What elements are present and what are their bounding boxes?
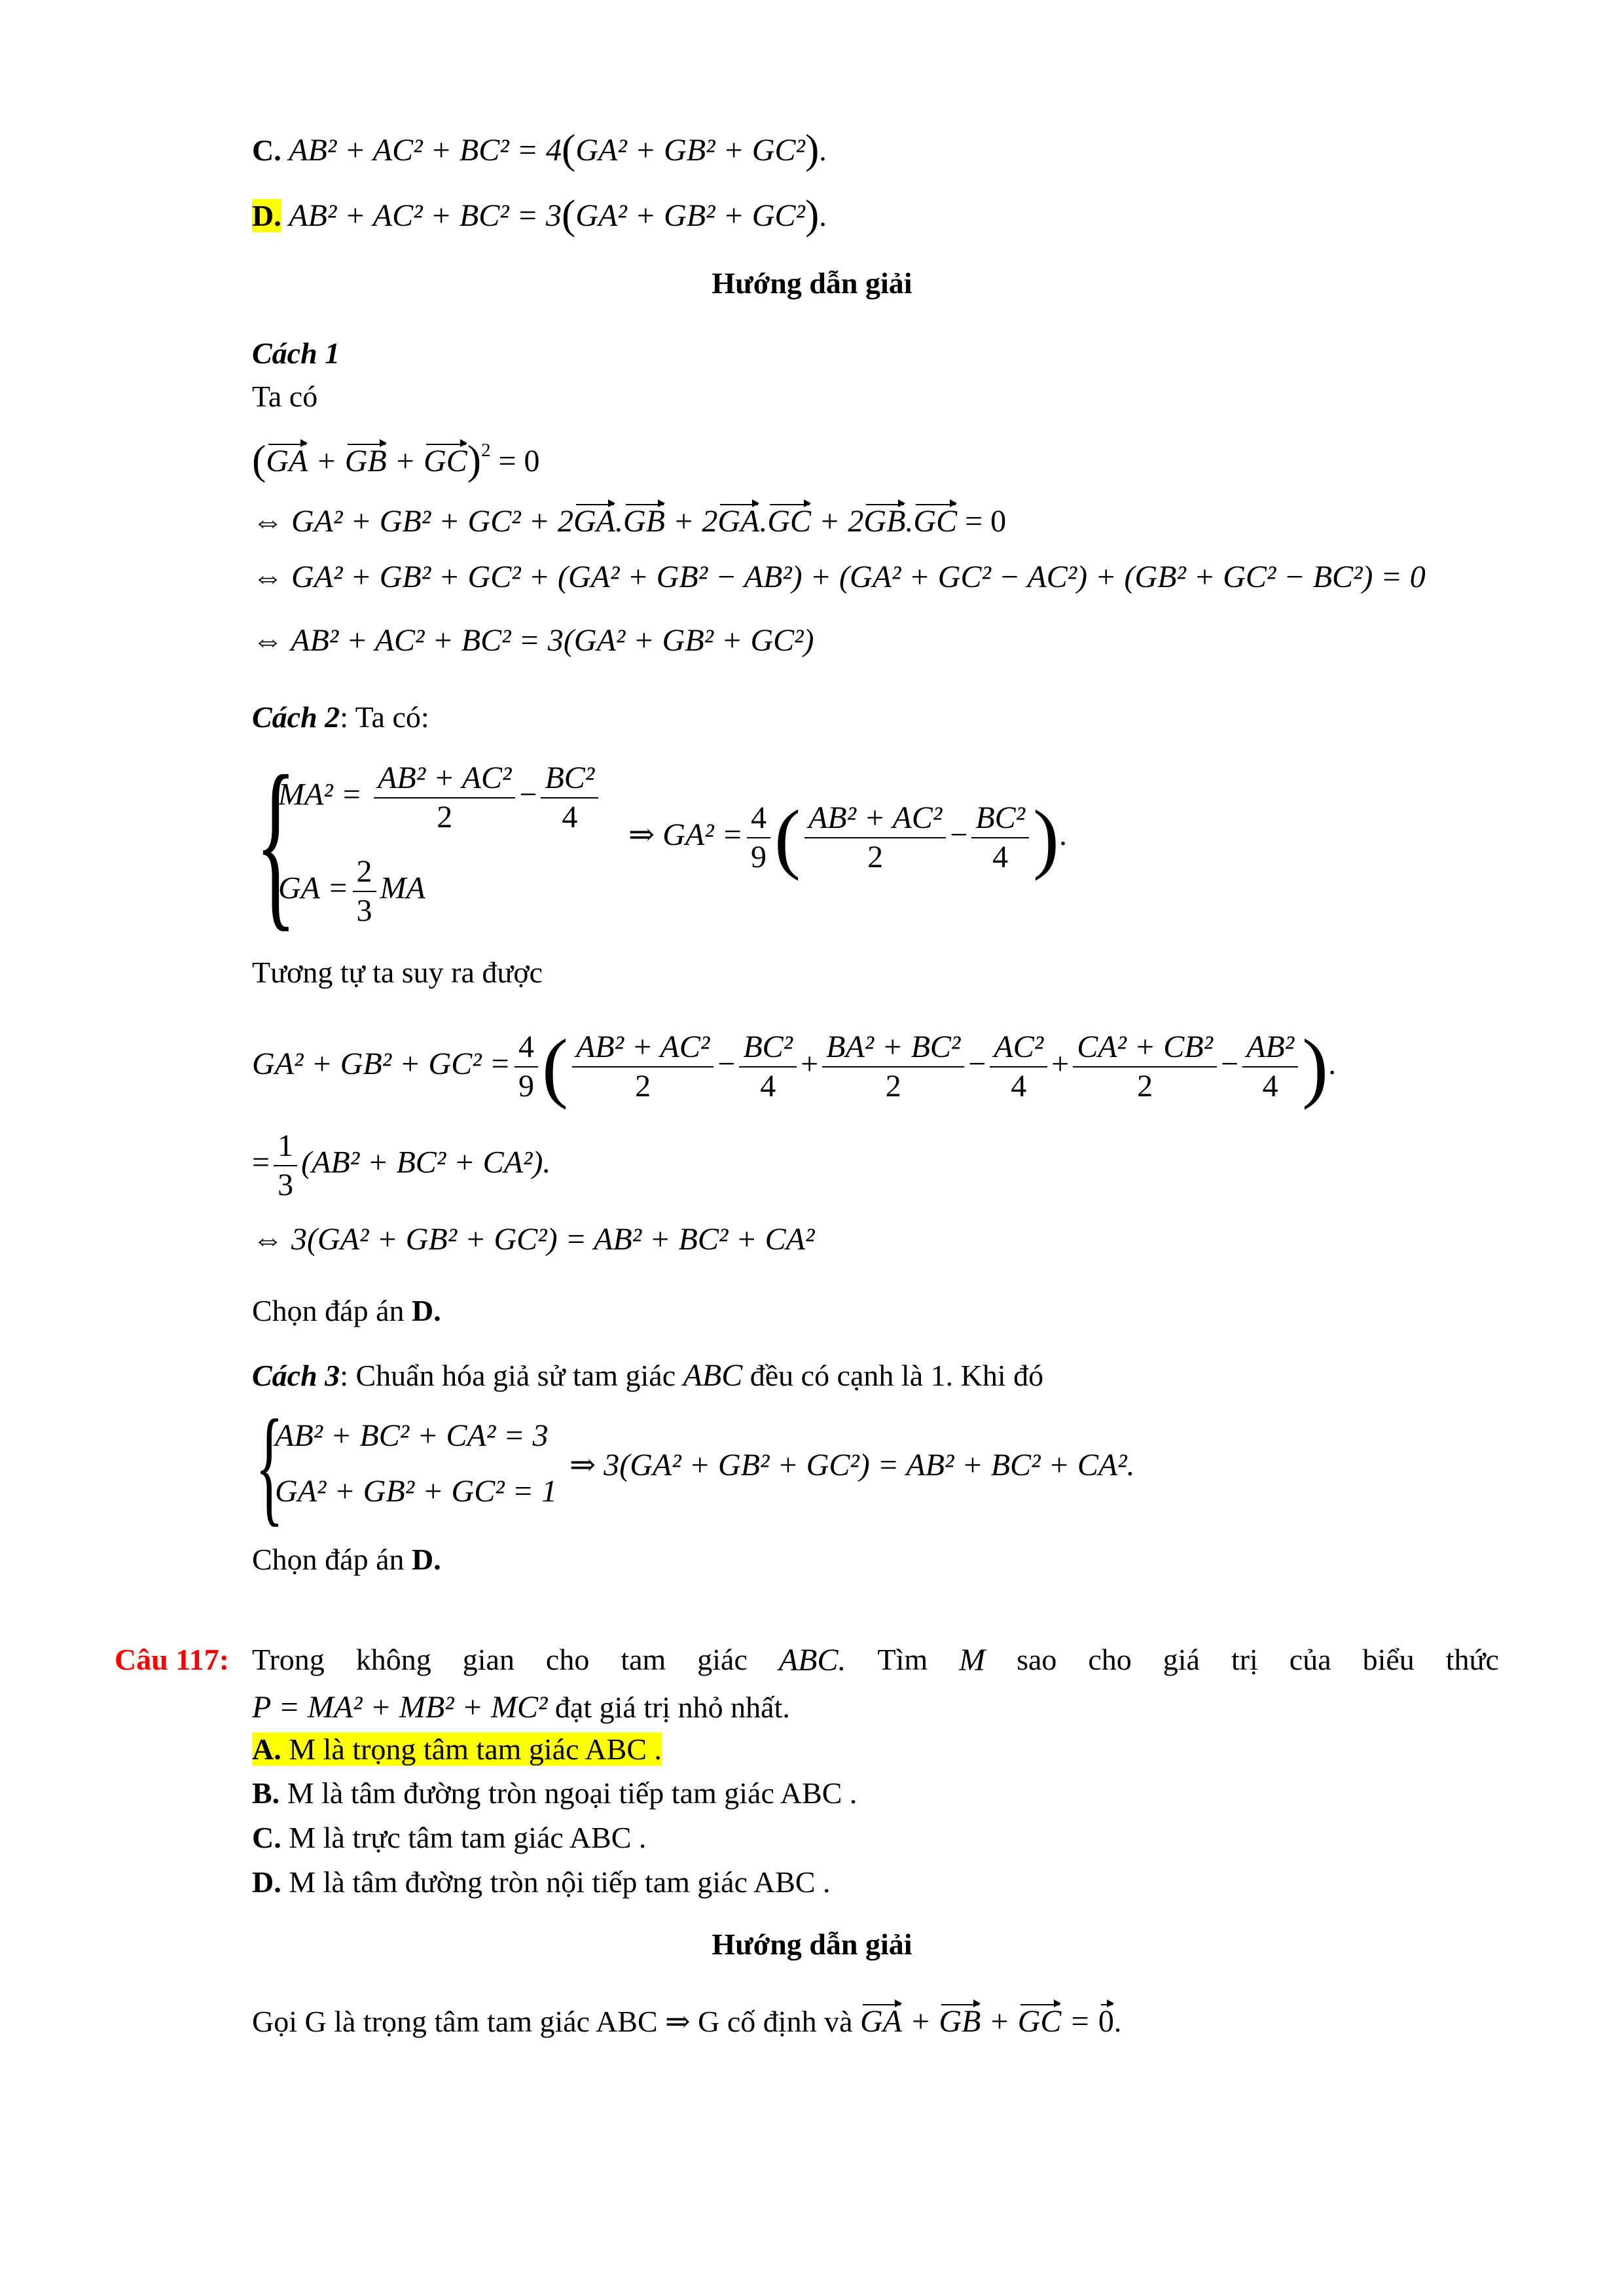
option-c-q117[interactable]: C. M là trực tâm tam giác ABC . (252, 1821, 647, 1854)
cach3-title-line: Cách 3: Chuẩn hóa giả sử tam giác ABC đều có cạnh là 1. Khi đó (252, 1358, 1044, 1393)
system-brace: { (255, 1393, 284, 1538)
cach2-ga-line: GA = $\frac{2}{3}$ MA (278, 853, 425, 929)
cach1-title: Cách 1 (252, 336, 340, 370)
option-c (252, 124, 827, 175)
cach2-implication: ⇒ GA² = $\frac{4}{9}$ ( $\frac{\text{AB² + AC²}}{2}$ − $\frac{\text{BC²}}{4}$ ). (628, 794, 1068, 881)
cach1-line4: ⇔ AB² + AC² + BC² = 3(GA² + GB² + GC²) (252, 623, 814, 658)
question-117-word: trị (1231, 1643, 1258, 1676)
cach2-ma-line: MA² = $\frac{\text{AB² + AC²}}{2}$ − $\frac{\text{BC²}}{4}$ (278, 759, 602, 836)
cach1-line3: ⇔ GA² + GB² + GC² + (GA² + GB² − AB²) + (GA² + GC² − AC²) + (GB² + GC² − BC²) = 0 (252, 560, 1426, 594)
option-d-label: D. (252, 199, 281, 232)
cach1-line1-tail: = 0 (498, 444, 540, 478)
vector-gb: GB (863, 503, 905, 541)
vector-gc: GC (424, 442, 467, 480)
paren-open: ( (562, 126, 576, 172)
zero-vector: 0 (1098, 2003, 1114, 2041)
paren-close: ) (804, 126, 820, 172)
cach2-tuongtu: Tương tự ta suy ra được (252, 956, 543, 989)
cach2-intro: : Ta có: (340, 700, 429, 734)
paren-close: ) (804, 191, 820, 238)
cach3-sys2: GA² + GB² + GC² = 1 (275, 1474, 557, 1509)
question-117-word: ABC. (778, 1643, 846, 1677)
vector-gc: GC (1018, 2003, 1062, 2041)
cach1-line2-head: ⇔ GA² + GB² + GC² + 2 (252, 504, 573, 539)
option-c-rhs: GA² + GB² + GC² (575, 133, 805, 168)
vector-gc: GC (767, 503, 811, 541)
paren-open: ( (562, 191, 576, 238)
question-117-word: thức (1445, 1643, 1499, 1676)
cach2-answer: Chọn đáp án D. (252, 1294, 441, 1327)
fraction: $\frac{\text{BC²}}{4}$ (971, 799, 1029, 876)
question-117-word: không (355, 1643, 431, 1676)
question-117-word: biểu (1362, 1643, 1415, 1676)
vector-gb: GB (345, 442, 387, 480)
question-117-word: sao (1017, 1643, 1057, 1676)
fraction: $\frac{4}{9}$ (747, 799, 770, 876)
vector-gb: GB (623, 503, 665, 541)
option-d (252, 190, 827, 240)
ga-label: GA = (278, 870, 349, 906)
question-117-word: của (1289, 1643, 1331, 1676)
option-c-lhs: AB² + AC² + BC² = 4 (289, 133, 562, 168)
impl-label: ⇒ GA² = (628, 817, 743, 853)
cach3-impl: ⇒ 3(GA² + GB² + GC²) = AB² + BC² + CA². (569, 1448, 1135, 1482)
option-a[interactable]: A. M là trọng tâm tam giác ABC . (252, 1732, 662, 1766)
option-d-q117[interactable]: D. M là tâm đường tròn nội tiếp tam giác ABC . (252, 1865, 831, 1899)
question-117-word: M (959, 1643, 986, 1677)
final-line: Gọi G là trọng tâm tam giác ABC ⇒ G cố định và GA + GB + GC = 0. (252, 2003, 1121, 2041)
option-c-end: . (819, 134, 827, 167)
question-117-line1 (252, 1641, 1499, 1679)
fraction: $\frac{\text{AB² + AC²}}{2}$ (374, 759, 515, 836)
cach2-title: Cách 2 (252, 700, 340, 734)
cach3-sys1: AB² + BC² + CA² = 3 (275, 1418, 549, 1453)
fraction: $\frac{\text{BC²}}{4}$ (541, 759, 598, 836)
vector-ga: GA (717, 503, 759, 541)
question-117-word: tam (621, 1643, 666, 1676)
question-117-word: Trong (252, 1643, 325, 1676)
question-117-label: Câu 117: (115, 1643, 230, 1676)
cach1-line2: ⇔ GA² + GB² + GC² + 2GA.GB + 2GA.GC + 2GB.GC = 0 (252, 503, 1006, 541)
vector-ga: GA (573, 503, 615, 541)
cach2-sum-line: GA² + GB² + GC² = $\frac{4}{9}$ ( $\frac{\text{AB² + AC²}}{2}$ − $\frac{\text{BC²}}{4}$ + $\frac{\text{BA² + BC²}}{2}$ − $\frac{\text{AC²}}{4}$ + $\frac{\text{CA² + CB²}}{2}$ − $\frac{\text{AB²}}{4}$ ). (252, 1023, 1337, 1110)
question-117-line2: P = MA² + MB² + MC² đạt giá trị nhỏ nhất. (252, 1690, 790, 1725)
cach1-line1: (GA + GB + GC)$^2$ = 0 (252, 437, 540, 483)
cach3-answer: Chọn đáp án D. (252, 1543, 441, 1576)
cach2-third-line: = $\frac{1}{3}$ (AB² + BC² + CA²). (252, 1127, 550, 1204)
fraction: $\frac{\text{AB² + AC²}}{2}$ (804, 799, 946, 876)
cach2-final-line: ⇔ 3(GA² + GB² + GC²) = AB² + BC² + CA² (252, 1222, 815, 1257)
solution-heading-1: Hướng dẫn giải (712, 266, 912, 300)
vector-ga: GA (860, 2003, 902, 2041)
fraction: $\frac{2}{3}$ (353, 853, 376, 929)
question-117-word: giá (1163, 1643, 1200, 1676)
question-117-word: Tìm (877, 1643, 928, 1676)
cach1-intro: Ta có (252, 380, 318, 413)
option-d-lhs: AB² + AC² + BC² = 3 (289, 198, 562, 233)
question-117-word: giác (697, 1643, 748, 1676)
option-d-end: . (819, 199, 827, 232)
option-c-label: C. (252, 134, 281, 167)
question-117-word: cho (545, 1643, 590, 1676)
question-117-word: gian (462, 1643, 514, 1676)
cach2-title-line (252, 699, 429, 735)
option-b[interactable]: B. M là tâm đường tròn ngoại tiếp tam giác ABC . (252, 1776, 857, 1810)
vector-ga: GA (266, 442, 308, 480)
vector-gb: GB (939, 2003, 981, 2041)
fraction: $\frac{4}{9}$ (514, 1028, 538, 1105)
solution-heading-2: Hướng dẫn giải (712, 1928, 912, 1961)
cach1-line2-tail: = 0 (965, 504, 1007, 539)
cach3-title: Cách 3 (252, 1359, 340, 1392)
option-d-rhs: GA² + GB² + GC² (575, 198, 805, 233)
system-brace: { (255, 737, 297, 947)
vector-gc: GC (913, 503, 957, 541)
fraction: $\frac{1}{3}$ (274, 1127, 297, 1204)
ma2-label: MA² = (278, 777, 363, 812)
question-117-word: cho (1088, 1643, 1132, 1676)
